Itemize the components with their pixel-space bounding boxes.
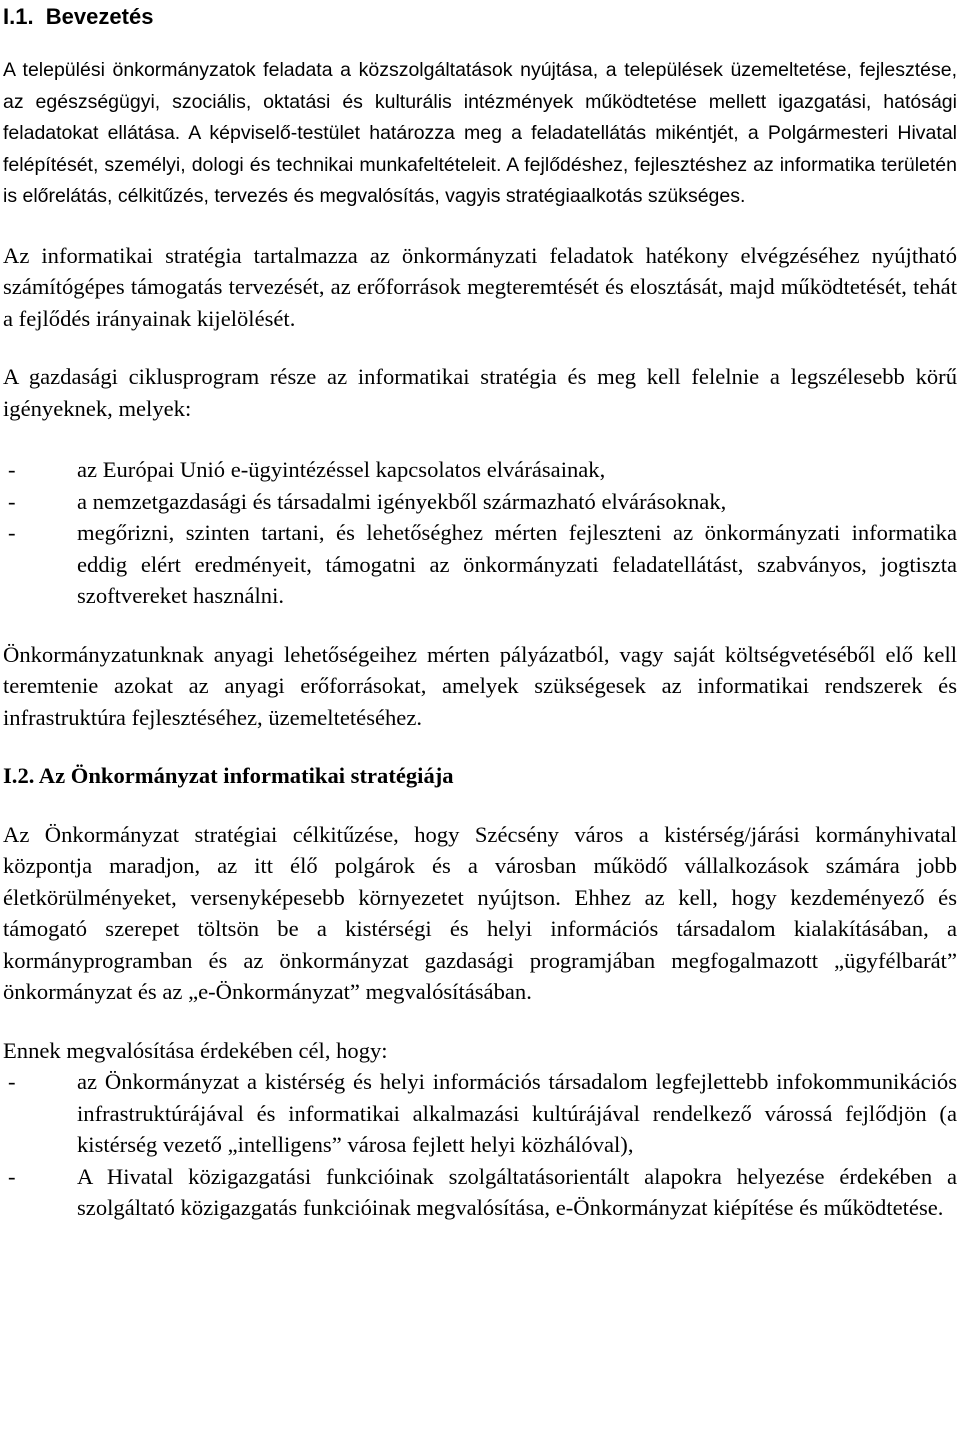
list-item-text: megőrizni, szinten tartani, és lehetőséghez mérten fejleszteni az önkormányzati informatika eddig elért eredményeit, támogatni az önkormányzati feladatellátást, szabványos, jogtiszta szoftvereket használni. <box>77 520 957 608</box>
list-item <box>3 517 957 612</box>
requirements-list <box>3 454 957 612</box>
section-heading-strategy: I.2. Az Önkormányzat informatikai stratégiája <box>3 763 454 788</box>
intro-paragraph: A települési önkormányzatok feladata a közszolgáltatások nyújtása, a települések üzemeltetése, fejlesztése, az egészségügyi, szociális, oktatási és kulturális intézmények működtetése mellett igazgatási, hatósági feladatokat ellátása. A képviselő-testület határozza meg a feladatellátás mikéntjét, a Polgármesteri Hivatal felépítését, személyi, dologi és technikai munkafeltételeit. A fejlődéshez, fejlesztéshez az informatika területén is előrelátás, célkitűzés, tervezés és megvalósítás, vagyis stratégiaalkotás szükséges. <box>3 59 957 207</box>
list-item-text: A Hivatal közigazgatási funkcióinak szolgáltatásorientált alapokra helyezése érdekében a szolgáltató közigazgatás funkcióinak megvalósítása, e-Önkormányzat kiépítése és működtetése. <box>77 1163 957 1220</box>
goals-list <box>3 1066 957 1224</box>
strategic-goal-paragraph: Az Önkormányzat stratégiai célkitűzése, hogy Szécsény város a kistérség/járási kormányhivatal központja maradjon, az itt élő polgárok és a városban működő vállalkozások számára jobb életkörülményeket, versenyképesebb környezetet nyújtson. Ehhez az kell, hogy kezdeményező és támogató szerepet töltsön be a kistérségi és helyi információs társadalom kialakításában, a kormányprogramban és az önkormányzat gazdasági programjában megfogalmazott „ügyfélbarát” önkormányzat és az „e-Önkormányzat” megvalósításában. <box>3 821 957 1004</box>
list-item-text: a nemzetgazdasági és társadalmi igényekből származható elvárásoknak, <box>77 488 727 514</box>
section-heading-introduction: I.1. Bevezetés <box>3 4 154 29</box>
list-dash: - <box>8 1069 16 1094</box>
list-dash: - <box>8 488 16 514</box>
list-item <box>3 486 957 518</box>
list-item <box>3 1161 957 1224</box>
list-item <box>3 454 957 486</box>
goal-intro-paragraph: Ennek megvalósítása érdekében cél, hogy: <box>3 1037 388 1063</box>
cycle-program-paragraph: A gazdasági ciklusprogram része az informatikai stratégia és meg kell felelnie a legszélesebb körű igényeknek, melyek: <box>3 364 957 421</box>
list-item-text: az Európai Unió e-ügyintézéssel kapcsolatos elvárásainak, <box>77 457 606 482</box>
resources-paragraph: Önkormányzatunknak anyagi lehetőségeihez mérten pályázatból, vagy saját költségvetéséből elő kell teremtenie azokat az anyagi erőforrásokat, amelyek szükségesek az informatikai rendszerek és infrastruktúra fejlesztéséhez, üzemeltetéséhez. <box>3 641 957 730</box>
list-dash: - <box>8 457 16 482</box>
list-item-text: az Önkormányzat a kistérség és helyi információs társadalom legfejlettebb infokommunikációs infrastruktúrájával és informatikai alkalmazási kultúrájával rendelkező várossá fejlődjön (a kistérség vezető „intelligens” városa fejlett helyi közhálóval), <box>77 1069 957 1157</box>
strategy-paragraph: Az informatikai stratégia tartalmazza az önkormányzati feladatok hatékony elvégzéséhez nyújtható számítógépes támogatás tervezését, az erőforrások megteremtését és elosztását, majd működtetését, tehát a fejlődés irányainak kijelölését. <box>3 242 957 331</box>
list-dash: - <box>8 1163 16 1189</box>
list-item <box>3 1066 957 1161</box>
list-dash: - <box>8 520 16 545</box>
